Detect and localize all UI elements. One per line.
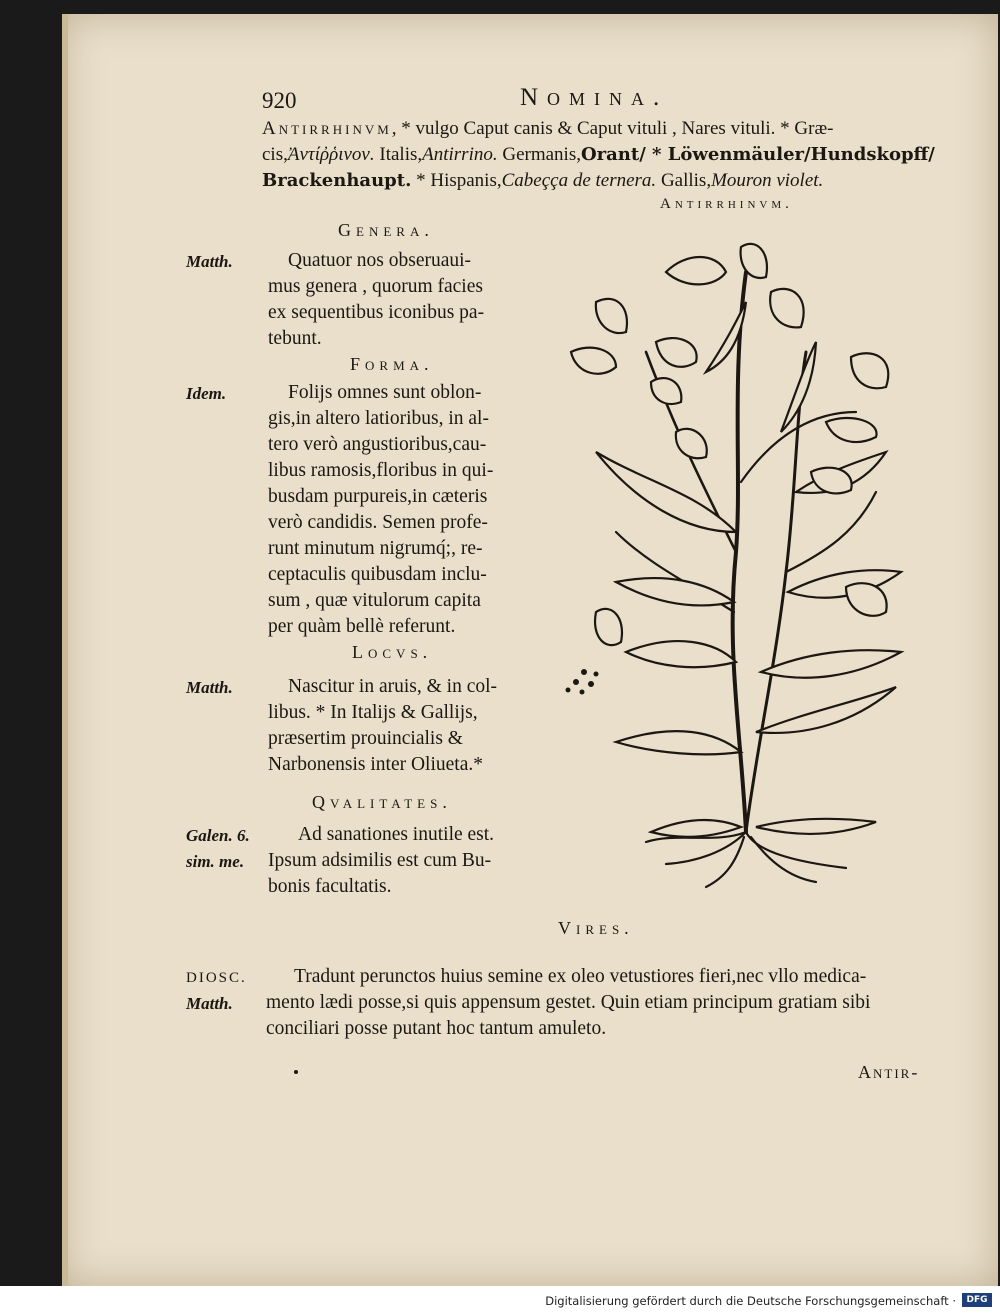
nomina-text: cis, xyxy=(262,144,288,165)
nomina-text: Germanis, xyxy=(497,144,581,165)
text-line: Nascitur in aruis, & in col- xyxy=(288,676,498,697)
text-line: per quàm bellè referunt. xyxy=(268,616,456,637)
nomina-text: * Hispanis, xyxy=(411,170,502,191)
text-line: gis,in altero latioribus, in al- xyxy=(268,408,489,429)
text-line: ceptaculis quibusdam inclu- xyxy=(268,564,487,585)
text-line: Ipsum adsimilis est cum Bu- xyxy=(268,850,492,871)
genera-text xyxy=(268,248,484,352)
nomina-line-1-text: , * vulgo Caput canis & Caput vituli , Nares vituli. * Græ- xyxy=(391,118,834,139)
catchword: Antir- xyxy=(858,1062,920,1082)
nomina-line-1 xyxy=(262,118,834,140)
section-heading-forma: Forma. xyxy=(350,354,434,374)
german-names-cont: Brackenhaupt. xyxy=(262,170,412,191)
text-line: ex sequentibus iconibus pa- xyxy=(268,302,485,323)
forma-text xyxy=(268,380,493,640)
text-line: Ad sanationes inutile est. xyxy=(298,824,495,845)
dfg-logo: DFG xyxy=(962,1293,992,1307)
text-line: busdam purpureis,in cæteris xyxy=(268,486,488,507)
footer-credit: Digitalisierung gefördert durch die Deutsche Forschungsgemeinschaft · xyxy=(545,1294,956,1308)
text-line: præsertim prouincialis & xyxy=(268,728,463,749)
section-heading-qualitates: Qvalitates. xyxy=(312,792,452,812)
text-line: Narbonensis inter Oliueta.* xyxy=(268,754,483,775)
text-line: Folijs omnes sunt oblon- xyxy=(288,382,482,403)
text-line: tebunt. xyxy=(268,328,322,349)
locus-text xyxy=(268,674,497,778)
greek-name: Ἀντίῤῥινον. xyxy=(287,144,375,165)
german-names: Orant/ * Löwenmäuler/Hundskopff/ xyxy=(580,144,935,165)
nomina-text: Gallis, xyxy=(656,170,712,191)
vires-text xyxy=(266,964,870,1042)
margin-note-vires-1: DIOSC. xyxy=(186,970,247,986)
margin-note-locus: Matth. xyxy=(186,678,233,697)
nomina-headword: Antirrhinvm xyxy=(262,118,392,139)
margin-note-vires-2: Matth. xyxy=(186,994,233,1013)
text-line: tero verò angustioribus,cau- xyxy=(268,434,487,455)
ink-dot xyxy=(294,1070,298,1074)
text-line: conciliari posse putant hoc tantum amuleto. xyxy=(266,1018,607,1039)
nomina-text: Italis, xyxy=(374,144,423,165)
plant-caption: Antirrhinvm. xyxy=(660,196,793,212)
margin-note-genera: Matth. xyxy=(186,252,233,271)
plant-woodcut-illustration xyxy=(556,232,916,896)
italian-name: Antirrino. xyxy=(422,144,498,165)
margin-note-forma: Idem. xyxy=(186,384,227,403)
running-title: Nomina. xyxy=(520,84,669,111)
section-heading-locus: Locvs. xyxy=(352,642,433,662)
text-line: mento lædi posse,si quis appensum gestet. Quin etiam principum gratiam sibi xyxy=(266,992,871,1013)
margin-note-qualitates-1: Galen. 6. xyxy=(186,826,250,845)
text-line: mus genera , quorum facies xyxy=(268,276,483,297)
text-line: sum , quæ vitulorum capita xyxy=(268,590,481,611)
text-line: verò candidis. Semen profe- xyxy=(268,512,488,533)
section-heading-vires: Vires. xyxy=(558,918,634,938)
nomina-line-2 xyxy=(262,144,935,166)
text-line: runt minutum nigrumq́;, re- xyxy=(268,538,483,559)
text-line: Quatuor nos obseruaui- xyxy=(288,250,472,271)
text-line: libus. * In Italijs & Gallijs, xyxy=(268,702,478,723)
margin-note-qualitates-2: sim. me. xyxy=(186,852,245,871)
text-line: libus ramosis,floribus in qui- xyxy=(268,460,494,481)
page-number: 920 xyxy=(262,88,297,113)
qualitates-text xyxy=(268,822,494,900)
page-gutter-edge xyxy=(62,14,68,1286)
french-name: Mouron violet. xyxy=(711,170,824,191)
text-line: bonis facultatis. xyxy=(268,876,392,897)
section-heading-genera: Genera. xyxy=(338,220,434,240)
text-line: Tradunt perunctos huius semine ex oleo vetustiores fieri,nec vllo medica- xyxy=(294,966,867,987)
spanish-name: Cabeçça de ternera. xyxy=(501,170,657,191)
nomina-line-3 xyxy=(262,170,823,192)
